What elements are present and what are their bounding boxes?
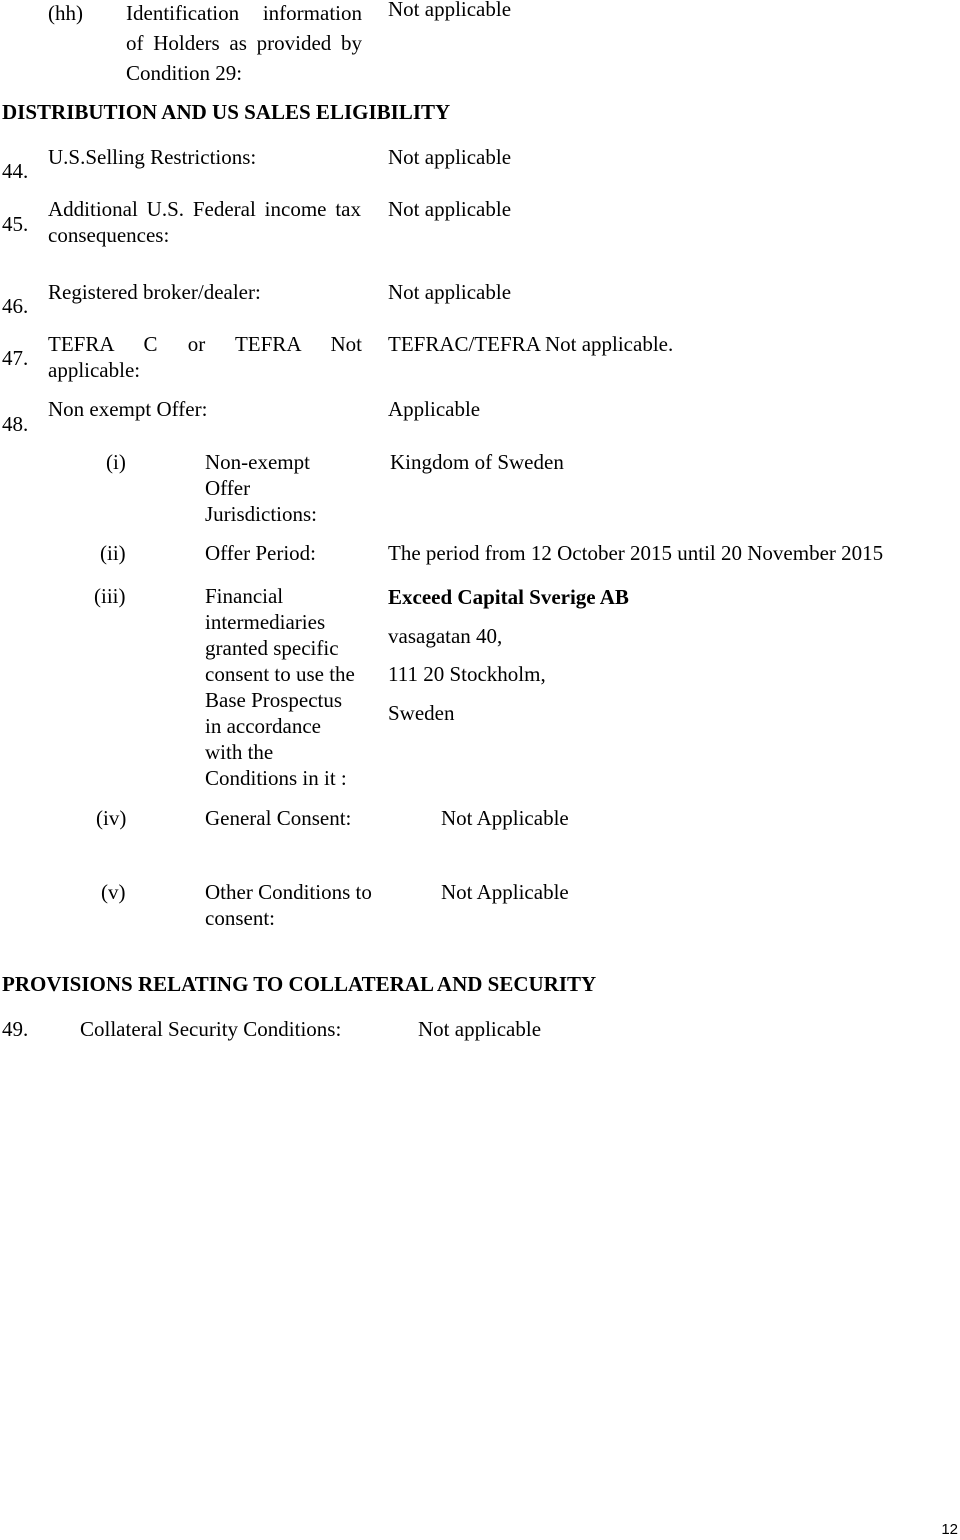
item-hh-number: (hh): [48, 1, 83, 25]
item-45-label-line-2: consequences:: [48, 223, 170, 247]
item-48-v-label-line-1: Other Conditions to: [205, 880, 372, 904]
item-45-number: 45.: [2, 212, 29, 236]
item-48-iv-label: General Consent:: [205, 806, 352, 830]
item-hh-value: Not applicable: [388, 0, 512, 21]
item-46-number: 46.: [2, 294, 29, 318]
item-49-number: 49.: [2, 1017, 29, 1041]
item-48-i-label-line-2: Offer: [205, 476, 251, 500]
item-48-v-value: Not Applicable: [441, 880, 569, 904]
item-48-iii-number: (iii): [94, 584, 126, 608]
item-48-iii-intermediary-name: Exceed Capital Sverige AB: [388, 585, 629, 609]
item-49-value: Not applicable: [418, 1017, 542, 1041]
item-48-iii-label-line-3: granted specific: [205, 636, 339, 660]
item-48-iii-address-line-1: vasagatan 40,: [388, 624, 503, 648]
item-48-v-number: (v): [101, 880, 126, 904]
item-46-value: Not applicable: [388, 280, 512, 304]
item-48-value: Applicable: [388, 397, 481, 421]
item-48-i-number: (i): [106, 450, 126, 474]
item-46-label: Registered broker/dealer:: [48, 280, 261, 304]
item-48-iii-address-line-2: 111 20 Stockholm,: [388, 662, 546, 686]
item-44-label: U.S.Selling Restrictions:: [48, 145, 257, 169]
item-44-number: 44.: [2, 159, 29, 183]
item-48-i-value: Kingdom of Sweden: [390, 450, 564, 474]
item-45-value: Not applicable: [388, 197, 512, 221]
item-48-iv-value: Not Applicable: [441, 806, 569, 830]
item-48-iv-number: (iv): [96, 806, 127, 830]
item-hh-label-line-3: Condition 29:: [126, 61, 243, 85]
item-48-number: 48.: [2, 412, 29, 436]
item-47-label-line-2: applicable:: [48, 358, 141, 382]
item-hh-label-line-1: Identification information: [126, 1, 362, 25]
item-48-iii-label-line-5: Base Prospectus: [205, 688, 343, 712]
item-47-number: 47.: [2, 346, 29, 370]
item-48-iii-label-line-2: intermediaries: [205, 610, 326, 634]
item-44-value: Not applicable: [388, 145, 512, 169]
item-48-v-label-line-2: consent:: [205, 906, 275, 930]
section-heading-collateral: PROVISIONS RELATING TO COLLATERAL AND SECURITY: [2, 972, 597, 996]
item-48-iii-label-line-6: in accordance: [205, 714, 322, 738]
item-48-iii-label-line-1: Financial: [205, 584, 284, 608]
item-47-value: TEFRAC/TEFRA Not applicable.: [388, 332, 674, 356]
item-48-iii-label-line-7: with the: [205, 740, 274, 764]
item-48-iii-label-line-4: consent to use the: [205, 662, 355, 686]
item-48-ii-number: (ii): [100, 541, 126, 565]
item-48-i-label-line-3: Jurisdictions:: [205, 502, 318, 526]
item-48-i-label-line-1: Non-exempt: [205, 450, 310, 474]
item-48-label: Non exempt Offer:: [48, 397, 208, 421]
item-45-label-line-1: Additional U.S. Federal income tax: [48, 197, 361, 221]
page-number: 12: [941, 1521, 958, 1538]
item-48-ii-label: Offer Period:: [205, 541, 316, 565]
item-48-iii-label-line-8: Conditions in it :: [205, 766, 347, 790]
item-hh-label-line-2: of Holders as provided by: [126, 31, 362, 55]
item-47-label-line-1: TEFRA C or TEFRA Not: [48, 332, 362, 356]
item-49-label: Collateral Security Conditions:: [80, 1017, 342, 1041]
section-heading-distribution: DISTRIBUTION AND US SALES ELIGIBILITY: [2, 100, 451, 124]
item-48-iii-address-line-3: Sweden: [388, 701, 455, 725]
item-48-ii-value: The period from 12 October 2015 until 20 November 2015: [388, 541, 884, 565]
